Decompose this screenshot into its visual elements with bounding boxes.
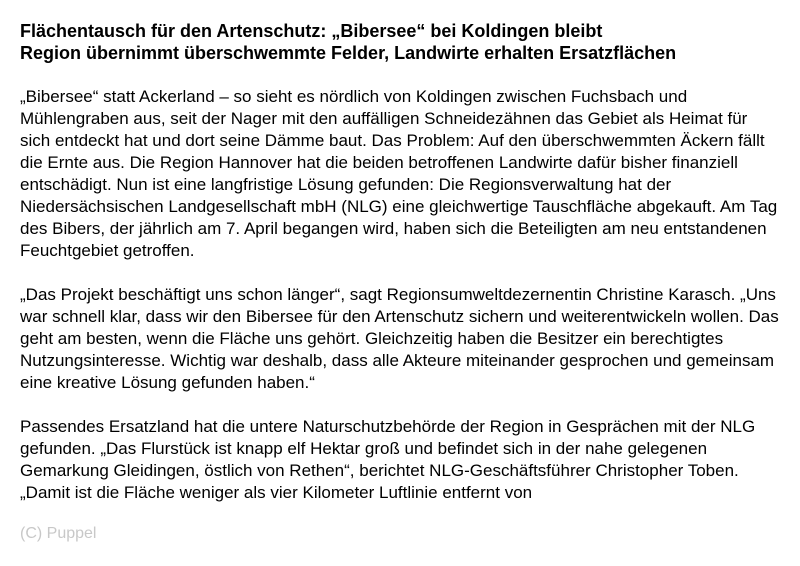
article: [20, 20, 780, 504]
headline-line-1: Flächentausch für den Artenschutz: „Bibersee“ bei Koldingen bleibt: [20, 21, 603, 41]
paragraph-2: „Das Projekt beschäftigt uns schon länger“, sagt Regionsumweltdezernentin Christine Karasch. „Uns war schnell klar, dass wir den Bibersee für den Artenschutz sichern und weiterentwickeln wollen. Das geht am besten, wenn die Fläche uns gehört. Gleichzeitig haben die Besitzer ein berechtigtes Nutzungsinteresse. Wichtig war deshalb, dass alle Akteure miteinander gesprochen und gemeinsam eine kreative Lösung gefunden haben.“: [20, 285, 779, 392]
headline-line-2: Region übernimmt überschwemmte Felder, Landwirte erhalten Ersatzflächen: [20, 43, 677, 63]
paragraph-1: „Bibersee“ statt Ackerland – so sieht es nördlich von Koldingen zwischen Fuchsbach und Mühlengraben aus, seit der Nager mit den auffälligen Schneidezähnen das Gebiet als Heimat für sich entdeckt hat und dort seine Dämme baut. Das Problem: Auf den überschwemmten Äckern fällt die Ernte aus. Die Region Hannover hat die beiden betroffenen Landwirte dafür bisher finanziell entschädigt. Nun ist eine langfristige Lösung gefunden: Die Regionsverwaltung hat der Niedersächsischen Landgesellschaft mbH (NLG) eine gleichwertige Tauschfläche abgekauft. Am Tag des Bibers, der jährlich am 7. April begangen wird, haben sich die Beteiligten am neu entstandenen Feuchtgebiet getroffen.: [20, 87, 778, 260]
headline: [20, 20, 780, 64]
copyright-watermark: (C) Puppel: [20, 525, 97, 542]
paragraph-3: Passendes Ersatzland hat die untere Naturschutzbehörde der Region in Gesprächen mit der NLG gefunden. „Das Flurstück ist knapp elf Hektar groß und befindet sich in der nahe gelegenen Gemarkung Gleidingen, östlich von Rethen“, berichtet NLG-Geschäftsführer Christopher Toben. „Damit ist die Fläche weniger als vier Kilometer Luftlinie entfernt von: [20, 417, 756, 502]
